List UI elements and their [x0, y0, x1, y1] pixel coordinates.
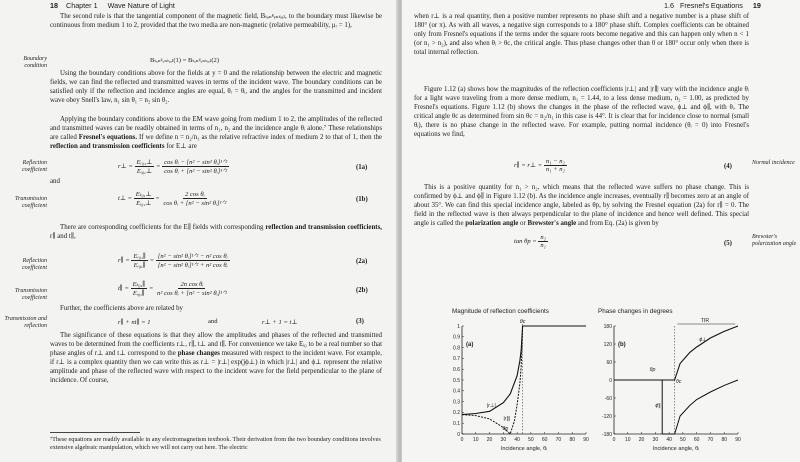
- eq-3-number: (3): [356, 318, 364, 325]
- panel-b-x-label: Incidence angle, θᵢ: [652, 446, 700, 452]
- left-para-4: There are corresponding coefficients for the E∥ fields with corresponding reflection and transmission coefficients, r∥ and t∥,: [50, 224, 382, 240]
- eq-2a-number: (2a): [356, 258, 368, 265]
- eq-2b: t∥ = $\frac{\text{Eₜ₀,∥}}{\text{Eᵢ₀,∥}}$ = $\frac{\text{2n cos θᵢ}}{\text{n² cos θᵢ + [n² − sin² θᵢ]¹ᐟ²}}$: [118, 280, 227, 297]
- left-para-1: The second rule is that the tangential component of the magnetic field, Bₜₐₙᵍₑₙₜᵢₐₗ, to the boundary must likewise be continuous from medium 1 to 2, provided that the two media are non-magnetic (relative permeability, μᵣ = 1),: [50, 13, 382, 29]
- eq-4-number: (4): [724, 163, 732, 170]
- panel-a-y-tick-label: 0.9: [453, 334, 460, 341]
- footnote-rule: [50, 432, 140, 433]
- panel-b-x-tick-label: 40: [666, 437, 672, 443]
- footnote: ⁷These equations are readily available in any electromagnetism textbook. Their derivation from the two boundary conditions involves extensive algebraic manipulation, which we will not carry out here. The electric: [50, 436, 381, 451]
- panel-a-y-tick-label: 0.7: [453, 356, 460, 363]
- left-para-2: Using the boundary conditions above for the fields at y = 0 and the relationship between the electric and magnetic fields, we can find the reflected and transmitted waves in terms of the incident wave. The boundary conditions can be satisfied only if the reflection and incidence angles are equal, θᵣ = θᵢ, and the angles for the transmitted and incident wave obey Snell's law, n₁ sin θ₁ = n₂ sin θ₂.: [50, 70, 382, 104]
- right-header: [664, 1, 761, 10]
- panel-a-x-tick-label: 30: [500, 437, 507, 443]
- panel-a-rpar-label: |r∥|: [503, 415, 511, 422]
- panel-a-x-tick-label: 20: [486, 437, 493, 443]
- panel-b-x-tick-label: 70: [707, 437, 714, 443]
- panel-b-theta-p: θp: [649, 367, 656, 373]
- panel-a-x-tick-label: 10: [472, 437, 479, 443]
- panel-b-tag: (b): [618, 342, 626, 348]
- panel-a-x-tick-label: 40: [514, 437, 520, 443]
- chapter-label: Chapter 1: [66, 1, 98, 10]
- panel-b-y-tick-label: -60: [604, 395, 612, 402]
- panel-a-x-tick-label: 90: [583, 437, 589, 443]
- eq-2b-number: (2b): [356, 287, 368, 294]
- panel-b-x-tick-label: 60: [693, 437, 700, 443]
- section-number: 1.6: [664, 1, 674, 10]
- figure-1-12: [402, 312, 800, 462]
- panel-b-series-perp: [614, 326, 738, 380]
- margin-transmission: Transmission coefficient: [14, 196, 47, 209]
- eq-5: tan θp = $\frac{\text{n₂}}{\text{n₁}}$: [514, 234, 546, 249]
- eq-4: r∥ = r⊥ = $\frac{\text{n₁ − n₂}}{\text{n₁ + n₂}}$: [514, 158, 565, 173]
- panel-a-y-tick-label: 0: [457, 431, 460, 438]
- left-page: [0, 0, 398, 462]
- section-title: Fresnel's Equations: [680, 1, 743, 10]
- margin-reflection-2: Reflection coefficient: [22, 258, 47, 271]
- panel-b-x-tick-label: 30: [652, 437, 659, 443]
- fig-a-title: Magnitude of reflection coefficients: [452, 308, 549, 315]
- panel-a-x-tick-label: 60: [541, 437, 548, 443]
- eq-1b-number: (1b): [356, 196, 368, 203]
- panel-a-x-tick-label: 50: [528, 437, 534, 443]
- panel-b-x-tick-label: 10: [624, 437, 631, 443]
- left-para-5: Further, the coefficients above are related by: [60, 305, 183, 312]
- margin-transmission-2: Transmission coefficient: [14, 288, 47, 301]
- panel-a-y-tick-label: 0.4: [453, 388, 460, 395]
- left-para-3: Applying the boundary conditions above to the EM wave going from medium 1 to 2, the amplitudes of the reflected and transmitted waves can be readily obtained in terms of n₁, n₂ and the incidence angle θᵢ alone.⁷ These relationships are called Fresnel's equations. If we define n = n₂/n₁ as the relative refractive index of medium 2 to that of 1, then the reflection and transmission coefficients for E⊥ are: [50, 116, 382, 150]
- right-para-3: This is a positive quantity for n₁ > n₂, which means that the reflected wave suffers no phase change. This is confirmed by ϕ⊥ and ϕ∥ in Figure 1.12 (b). As the incidence angle increases, eventually r∥ becomes zero at an angle of about 35°. We can find this special incidence angle, labeled as θp, by solving the Fresnel equation (2a) for r∥ = 0. The field in the reflected wave is then always perpendicular to the plane of incidence and hence well defined. This special angle is called the polarization angle or Brewster's angle and from Eq. (2a) is given by: [414, 184, 749, 227]
- panel-b-y-tick-label: -120: [601, 413, 612, 420]
- panel-b-y-tick-label: 60: [606, 359, 612, 366]
- eq-3-left: r∥ + nt∥ = 1: [118, 319, 151, 326]
- panel-a-tag: (a): [466, 342, 474, 348]
- panel-b-phi-perp: ϕ⊥: [699, 337, 707, 343]
- right-para-1: when r⊥ is a real quantity, then a positive number represents no phase shift and a negative number is a phase shift of 180° (or π). As with all waves, a negative sign corresponds to a 180° phase shift. Complex coefficients can be obtained only from Fresnel's equations if the terms under the square roots become negative and this can happen only when n < 1 (or n₁ > n₂), and also when θᵢ > θc, the critical angle. Thus phase changes other than 0 or 180° occur only when there is total internal reflection.: [414, 13, 749, 56]
- panel-b-theta-c: θc: [676, 379, 682, 385]
- panel-a-y-tick-label: 1: [457, 323, 460, 330]
- panel-a-x-tick-label: 0: [460, 437, 464, 443]
- panel-a-y-tick-label: 0.8: [453, 345, 460, 352]
- panel-a-y-tick-label: 0.2: [453, 410, 460, 417]
- eq-3-and: and: [208, 318, 218, 325]
- panel-b-x-tick-label: 50: [680, 437, 686, 443]
- panel-b-x-tick-label: 80: [721, 437, 728, 443]
- eq-2a: r∥ = $\frac{\text{Eᵣ₀,∥}}{\text{Eᵢ₀,∥}}$ = $\frac{\text{[n² − sin² θᵢ]¹ᐟ² − n² cos θᵢ}}{\text{[n² − sin² θᵢ]¹ᐟ² + n² cos θᵢ}}$: [118, 253, 228, 269]
- panel-a-theta-p: θp: [502, 426, 509, 432]
- panel-b-y-tick-label: 120: [603, 341, 612, 348]
- panel-a-x-tick-label: 80: [569, 437, 576, 443]
- panel-a-y-tick-label: 0.3: [453, 399, 460, 406]
- panel-b-y-tick-label: 180: [603, 323, 612, 330]
- chapter-title: Wave Nature of Light: [107, 1, 175, 10]
- fig-b-title: Phase changes in degrees: [598, 308, 673, 315]
- panel-b-phi-par: ϕ∥: [655, 403, 661, 409]
- panel-b-series-par: [614, 380, 738, 434]
- panel-b-y-tick-label: -180: [601, 431, 612, 438]
- panel-b-x-tick-label: 0: [612, 437, 616, 443]
- left-para-6: The significance of these equations is that they allow the amplitudes and phases of the reflected and transmitted waves to be determined from the coefficients r⊥, r∥, t⊥ and t∥. For convenience we take Eᵢ₀ to be a real number so that phase angles of r⊥ and t⊥ correspond to the phase changes measured with respect to the incident wave. For example, if r⊥ is a complex quantity then we can write this as r⊥ = |r⊥| exp(jϕ⊥) in which |r⊥| and ϕ⊥ represent the relative amplitude and phase of the reflected wave with respect to the incident wave for the field perpendicular to the plane of incidence. Of course,: [50, 332, 382, 384]
- panel-a-theta-c: θc: [519, 319, 526, 325]
- panel-a-y-tick-label: 0.6: [453, 367, 460, 373]
- eq-5-number: (5): [724, 240, 732, 247]
- panel-b-x-tick-label: 90: [735, 437, 741, 443]
- margin-trans-refl: Transmission and reflection: [4, 316, 47, 329]
- margin-reflection: Reflection coefficient: [22, 160, 47, 173]
- eq-1a: r⊥ = $\frac{\text{Eᵣ₀,⊥}}{\text{Eᵢ₀,⊥}}$ = $\frac{\text{cos θᵢ − [n² − sin² θᵢ]¹ᐟ²}}{\text{cos θᵢ + [n² − sin² θᵢ]¹ᐟ²}}$: [118, 159, 228, 175]
- left-page-number: 18: [50, 1, 58, 10]
- panel-a-x-tick-label: 70: [555, 437, 562, 443]
- margin-brewster: Brewster's polarization angle: [752, 234, 797, 247]
- panel-b-tir-label: TIR: [700, 318, 710, 324]
- and-text: and: [50, 178, 60, 185]
- eq-boundary: Bₜₐₙᵍₑₙₜᵢₐₗ(1) = Bₜₐₙᵍₑₙₜᵢₐₗ(2): [150, 57, 220, 64]
- margin-boundary: Boundary condition: [23, 56, 47, 69]
- eq-1b: t⊥ = $\frac{\text{Eₜ₀,⊥}}{\text{Eᵢ₀,⊥}}$ = $\frac{\text{2 cos θᵢ}}{\text{cos θᵢ + [n² − sin² θᵢ]¹ᐟ²}}$: [118, 190, 227, 207]
- panel-a-y-tick-label: 0.5: [453, 377, 460, 384]
- margin-normal-incidence: Normal incidence: [752, 160, 795, 166]
- panel-a-series-par: [462, 326, 586, 434]
- panel-a-rperp-label: |r⊥|: [486, 403, 496, 409]
- panel-b-y-tick-label: 0: [609, 377, 612, 384]
- panel-b-x-tick-label: 20: [638, 437, 645, 443]
- panel-a-series-perp: [462, 326, 586, 415]
- eq-1a-number: (1a): [356, 164, 368, 171]
- panel-a-x-label: Incidence angle, θᵢ: [500, 446, 548, 452]
- right-page: [402, 0, 800, 462]
- panel-a-y-tick-label: 0.1: [453, 421, 460, 427]
- eq-3-right: r⊥ + 1 = t⊥: [262, 319, 298, 326]
- left-header: [50, 1, 175, 10]
- right-page-number: 19: [752, 1, 761, 10]
- right-para-2: Figure 1.12 (a) shows how the magnitudes of the reflection coefficients |r⊥| and |r∥| vary with the incidence angle θᵢ for a light wave traveling from a more dense medium, n₁ = 1.44, to a less dense medium, n₂ = 1.00, as predicted by Fresnel's equations. Figure 1.12 (b) shows the changes in the phase of the reflected wave, ϕ⊥ and ϕ∥, with θᵢ. The critical angle θc as determined from sin θc = n₂/n₁ in this case is 44°. It is clear that for incidence close to normal (small θᵢ), there is no phase change in the reflected wave. For example, putting normal incidence (θᵢ = 0) into Fresnel's equations we find,: [414, 86, 749, 138]
